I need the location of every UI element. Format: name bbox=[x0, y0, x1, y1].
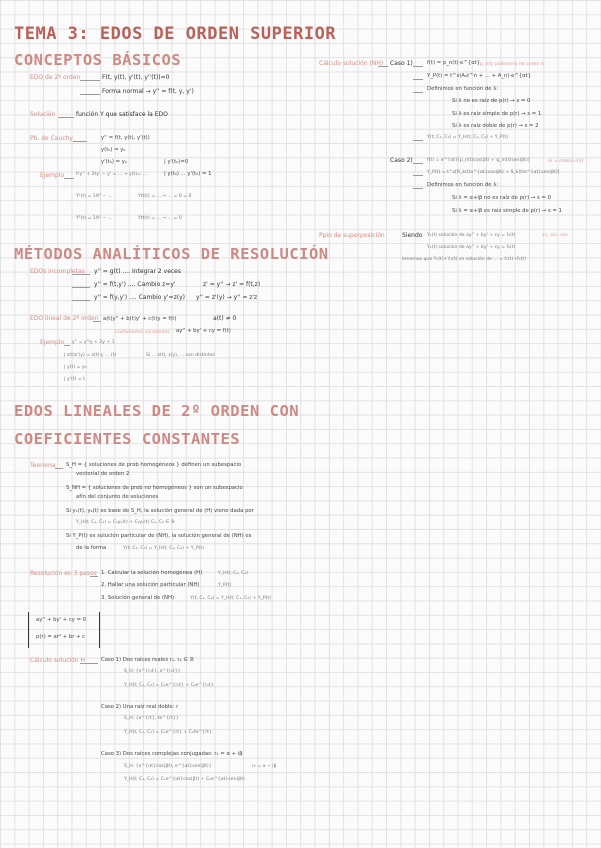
caso-h-3r: r₂ = α − iβ bbox=[252, 764, 277, 769]
cauchy-side-1: | y'(t₀)=0 bbox=[164, 159, 189, 165]
caso-h-1: Caso 1) Dos raíces reales r₁, r₂ ∈ ℝ bbox=[101, 657, 194, 663]
res-2b: Y_P(t) bbox=[218, 583, 232, 588]
edo-line-2: Forma normal → y'' = f(t, y, y') bbox=[102, 88, 194, 95]
calc-nh-label: Cálculo solución (NH) bbox=[319, 60, 384, 67]
teo-2b: afín del conjunto de soluciones bbox=[76, 494, 159, 500]
teo-1b: vectorial de orden 2 bbox=[76, 471, 130, 477]
res-3b: Y(t; C₁, C₂) = Y_H(t; C₁, C₂) + Y_P(t) bbox=[190, 596, 271, 601]
incompletas-label: EDOs incompletas bbox=[30, 268, 85, 275]
lineal-cond: a(t) ≠ 0 bbox=[213, 315, 237, 322]
divider bbox=[80, 94, 100, 95]
box-eq-1: ay'' + by' + cy = 0 bbox=[36, 617, 87, 623]
divider bbox=[80, 663, 98, 664]
divider bbox=[378, 66, 388, 67]
caso-h-1b: Y_H(t; C₁, C₂) = C₁e^{r₁t} + C₂e^{r₂t} bbox=[124, 683, 214, 688]
sup-siendo: Siendo bbox=[402, 232, 423, 239]
caso-h-3b: Y_H(t; C₁, C₂) = C₁e^{αt}cos(βt) + C₂e^{αt}sen(βt) bbox=[124, 777, 245, 782]
divider bbox=[58, 117, 74, 118]
nh-c1-a: Si λ no es raíz de p(r) → s = 0 bbox=[452, 98, 531, 104]
sol-label: Solución bbox=[30, 111, 56, 118]
divider bbox=[64, 345, 70, 346]
lineal-sub: Coeficientes constantes bbox=[115, 330, 170, 335]
ejemplo2-l1: y'' = y'²y + 2y + 1 bbox=[72, 340, 115, 345]
cauchy-eq-3: y'(t₀) = y₁ bbox=[101, 159, 127, 165]
inc-line-1: y'' = g(t) .... Integrar 2 veces bbox=[94, 268, 182, 275]
divider bbox=[413, 163, 423, 164]
sup-line-1-note: e.j. sin, cos bbox=[542, 233, 568, 238]
cauchy-eq-1: y'' = f(t, y(t), y'(t)) bbox=[101, 135, 150, 141]
cauchy-label: Pb. de Cauchy bbox=[30, 135, 73, 142]
divider bbox=[93, 321, 101, 322]
ejemplo2-l2b: Si ... z(t), z(y), ... son distintas bbox=[146, 353, 215, 358]
teo-1a: S_H = { soluciones de prob homogéneos } definen un subespacio bbox=[66, 462, 242, 468]
calc-h-label: Cálculo solución H bbox=[30, 657, 86, 664]
divider bbox=[413, 175, 423, 176]
ejemplo-eq: t²y'' + 2ty' − y' = ... → y(t)= ... bbox=[76, 172, 147, 177]
teo-2a: S_NH = { soluciones de prob no homogéneos } son un subespacio bbox=[66, 485, 243, 491]
nh-c1-c: Si λ es raíz doble de p(r) → s = 2 bbox=[452, 123, 539, 129]
divider bbox=[413, 79, 423, 80]
sol-text: función Y que satisface la EDO bbox=[76, 111, 168, 118]
lineal-eq: a(t)y'' + b(t)y' + c(t)y = f(t) bbox=[103, 316, 177, 322]
sup-line-2: Y₂(t) solución de ay'' + by' + cy = f₂(t) bbox=[427, 245, 516, 250]
divider bbox=[55, 468, 63, 469]
ejemplo-label: Ejemplo bbox=[40, 172, 65, 179]
teo-4c: Y(t; C₁, C₂) = Y_H(t; C₁, C₂) + Y_P(t) bbox=[123, 546, 204, 551]
teorema-label: Teorema bbox=[30, 462, 56, 469]
section-heading-conceptos: CONCEPTOS BÁSICOS bbox=[14, 51, 182, 69]
caso-h-3: Caso 3) Dos raíces complejas conjugadas: r₁ = α + iβ bbox=[101, 751, 243, 757]
res-1: 1. Calcular la solución homogénea (H) bbox=[101, 570, 203, 576]
teo-3a: Si y₁(t), y₂(t) es base de S_H, la solución general de (H) viene dada por bbox=[66, 508, 254, 514]
ejemplo-row2a: Y²(t) = 1/t² − ... bbox=[76, 216, 113, 221]
lineal-eq-2: ay'' + by' + cy = f(t) bbox=[176, 328, 231, 334]
resolucion-label: Resolución en 3 pasos bbox=[30, 570, 97, 577]
caso-h-3a: S_H: {e^{αt}cos(βt), e^{αt}sen(βt)} bbox=[124, 764, 212, 769]
page-title: TEMA 3: EDOS DE ORDEN SUPERIOR bbox=[14, 24, 337, 44]
inc-line-3b: y'' = z'(y) → y'' = z'z bbox=[196, 294, 258, 301]
divider bbox=[413, 188, 423, 189]
nh-c1-gen: Y(t; C₁, C₂) = Y_H(t; C₁, C₂) + Y_P(t) bbox=[427, 135, 508, 140]
teo-3b: Y_H(t; C₁, C₂) = C₁y₁(t) + C₂y₂(t) C₁, C₂ ∈ ℝ bbox=[76, 520, 175, 525]
nh-c2-a: Si λ = α+iβ no es raíz de p(r) → s = 0 bbox=[452, 195, 551, 201]
divider bbox=[72, 300, 90, 301]
ejemplo2-l3: | y(t) = y₀ bbox=[64, 365, 87, 370]
nh-c2-eq1: f(t) = e^{αt}[p_n(t)cos(βt) + q_m(t)sen(βt)] bbox=[427, 158, 530, 163]
inc-line-2a: y'' = f(t,y') .... Cambio z=y' bbox=[94, 281, 176, 288]
sup-line-3: tenemos que Y₁(t)+Y₂(t) es solución de ... = f₁(t)+f₂(t) bbox=[402, 257, 526, 262]
nh-c2-note: (k = máx(n,m)) bbox=[548, 159, 584, 164]
caso-h-2: Caso 2) Una raíz real doble: r bbox=[101, 704, 179, 710]
caso-h-2b: Y_H(t; C₁, C₂) = C₁e^{rt} + C₂te^{rt} bbox=[124, 730, 212, 735]
nh-caso2: Caso 2) bbox=[390, 157, 413, 164]
ejemplo-row1a: Y¹(t) = 1/t² − ... bbox=[76, 194, 113, 199]
caso-h-2a: S_H: {e^{rt}, te^{rt}} bbox=[124, 716, 179, 721]
ejemplo-row2b: Ytt(t) = ... → ... = 0 bbox=[138, 216, 182, 221]
edo-line-1: F(t, y(t), y'(t), y''(t))=0 bbox=[102, 74, 170, 81]
divider bbox=[80, 80, 100, 81]
cauchy-eq-2: y(t₀) = y₀ bbox=[101, 147, 126, 153]
nh-c2-eq2: Y_P(t) = t^s[R_k(t)e^{αt}cos(βt) + S_k(t)e^{αt}sen(βt)] bbox=[427, 170, 560, 175]
superposicion-label: Ppio de superposición bbox=[319, 232, 385, 239]
cauchy-side-2: | y(t₀) ... y'(t₀) = 1 bbox=[164, 171, 212, 177]
section-heading-edos-lineales-1: EDOS LINEALES DE 2º ORDEN CON bbox=[14, 402, 300, 420]
divider bbox=[413, 92, 423, 93]
divider bbox=[64, 178, 74, 179]
lineal-label: EDO lineal de 2º orden bbox=[30, 315, 99, 322]
nh-caso1: Caso 1) bbox=[390, 60, 413, 67]
caso-h-1a: S_H: {e^{r₁t}, e^{r₂t}} bbox=[124, 669, 181, 674]
section-heading-metodos: MÉTODOS ANALÍTICOS DE RESOLUCIÓN bbox=[14, 245, 329, 263]
nh-c1-eq2: Y_P(t) = t^s(A₀t^n + ... + A_n)·e^{αt} bbox=[427, 73, 532, 79]
divider bbox=[73, 141, 87, 142]
ejemplo2-l4: | y'(t) = t bbox=[64, 377, 85, 382]
nh-c1-b: Si λ es raíz simple de p(r) → s = 1 bbox=[452, 111, 542, 117]
inc-line-3a: y'' = f(y,y') .... Cambio y'=z(y) bbox=[94, 294, 185, 301]
nh-c2-b: Si λ = α+iβ es raíz simple de p(r) → s = 1 bbox=[452, 208, 562, 214]
inc-line-2b: z' = y'' → z' = f(t,z) bbox=[203, 281, 261, 288]
divider bbox=[72, 287, 90, 288]
edo-label: EDO de 2º orden bbox=[30, 74, 81, 81]
divider bbox=[90, 576, 98, 577]
res-2: 2. Hallar una solución particular (NH) bbox=[101, 582, 200, 588]
ejemplo2-label: Ejemplo bbox=[40, 339, 65, 346]
divider bbox=[413, 140, 423, 141]
teo-4a: Si Y_P(t) es solución particular de (NH), la solución general de (NH) es bbox=[66, 533, 252, 539]
nh-c1-note: p_n(t) polinomio de orden n bbox=[480, 62, 544, 67]
res-1b: Y_H(t; C₁, C₂) bbox=[218, 571, 248, 576]
section-heading-edos-lineales-2: COEFICIENTES CONSTANTES bbox=[14, 430, 241, 448]
sup-line-1: Y₁(t) solución de ay'' + by' + cy = f₁(t) bbox=[427, 233, 516, 238]
nh-c1-eq1: f(t) = p_n(t)·e^{αt} bbox=[427, 60, 481, 66]
ejemplo-row1b: Ytt(t) = ... → ... = 0 = 0 bbox=[138, 194, 192, 199]
nh-c2-def: Definimos en función de λ: bbox=[427, 182, 499, 188]
res-3: 3. Solución general de (NH) bbox=[101, 595, 175, 601]
box-eq-2: p(r) = ar² + br + c bbox=[36, 634, 86, 640]
divider bbox=[413, 66, 423, 67]
teo-4b: de la forma bbox=[76, 545, 107, 551]
nh-c1-def: Definimos en función de λ: bbox=[427, 86, 499, 92]
divider bbox=[72, 274, 90, 275]
ejemplo2-l2: | z(t)z'(y) = z(t)·y ... (t) bbox=[64, 353, 117, 358]
